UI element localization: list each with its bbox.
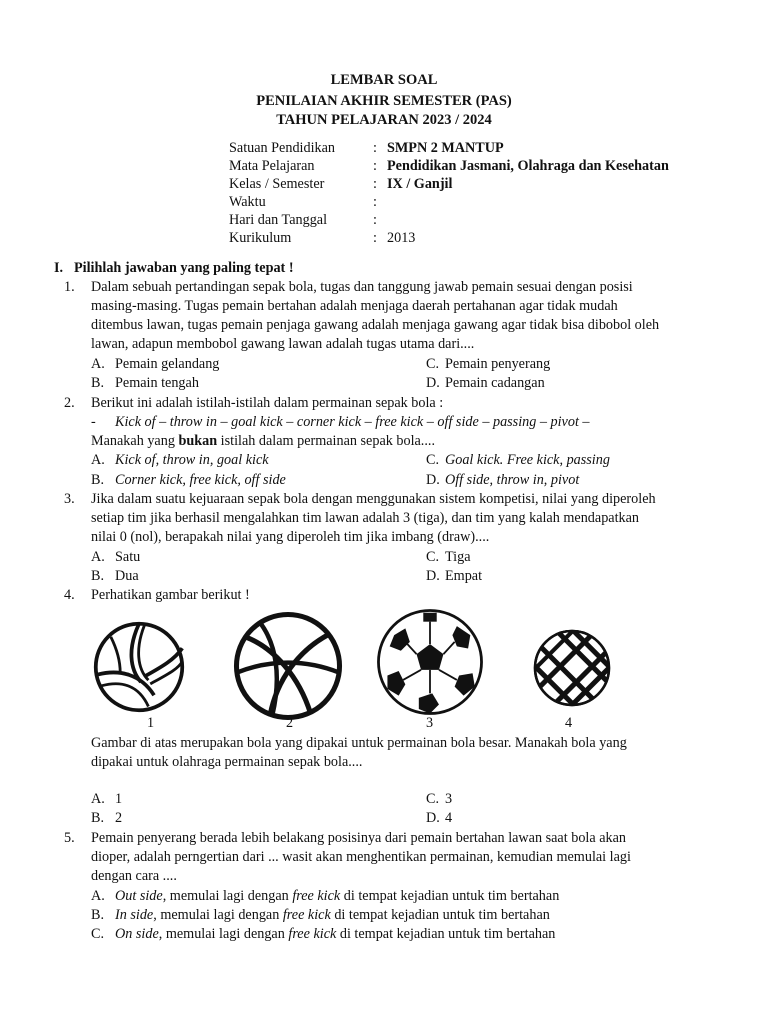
option-letter: C. (426, 452, 440, 468)
option-c (115, 925, 555, 944)
info-colon: : (373, 230, 377, 246)
option-letter: A. (91, 356, 105, 372)
option-letter: A. (91, 452, 105, 468)
info-label: Mata Pelajaran (229, 158, 315, 174)
question-text: ditembus lawan, tugas pemain penjaga gawang adalah menjaga gawang agar tidak bisa dibobol oleh (91, 317, 660, 333)
option-letter: D. (426, 472, 440, 488)
terms-dash: - (91, 414, 96, 430)
option-letter: A. (91, 888, 105, 904)
option-b: Dua (115, 568, 139, 584)
option-a: Kick of, throw in, goal kick (115, 452, 269, 468)
option-term: On side (115, 926, 159, 942)
question-text-bold: bukan (178, 433, 218, 449)
option-a: 1 (115, 791, 123, 807)
header-year: TAHUN PELAJARAN 2023 / 2024 (276, 112, 492, 128)
section-number: I. (54, 260, 64, 276)
option-term: In side (115, 907, 154, 923)
option-b: 2 (115, 810, 123, 826)
option-a: Satu (115, 549, 141, 565)
question-text: nilai 0 (nol), berapakah nilai yang diperoleh tim jika imbang (draw).... (91, 529, 490, 545)
option-letter: B. (91, 472, 105, 488)
option-letter: D. (426, 568, 440, 584)
info-label: Kurikulum (229, 230, 292, 246)
info-value: IX / Ganjil (387, 176, 453, 192)
info-colon: : (373, 194, 377, 210)
question-text: Berikut ini adalah istilah-istilah dalam permainan sepak bola : (91, 395, 444, 411)
option-letter: B. (91, 810, 105, 826)
question-number: 2. (64, 395, 75, 411)
option-tail: di tempat kejadian untuk tim bertahan (336, 926, 556, 942)
option-b: Corner kick, free kick, off side (115, 472, 286, 488)
info-colon: : (373, 176, 377, 192)
option-c: Pemain penyerang (445, 356, 551, 372)
question-text-pre: Manakah yang (91, 433, 179, 449)
option-letter: B. (91, 375, 105, 391)
ball-label-2: 2 (286, 715, 294, 731)
question-text: dioper, adalah perngertian dari ... wasit akan menghentikan permainan, kemudian memulai lagi (91, 849, 631, 865)
option-d: Empat (445, 568, 483, 584)
option-a (115, 887, 559, 906)
option-c: Goal kick. Free kick, passing (445, 452, 610, 468)
info-label: Hari dan Tanggal (229, 212, 328, 228)
option-mid: , memulai lagi dengan (162, 888, 293, 904)
question-text: Perhatikan gambar berikut ! (91, 587, 250, 603)
option-d: Off side, throw in, pivot (445, 472, 580, 488)
header-title: LEMBAR SOAL (330, 72, 438, 88)
ball-label-1: 1 (147, 715, 155, 731)
question-text: Pemain penyerang berada lebih belakang posisinya dari pemain bertahan lawan saat bola akan (91, 830, 626, 846)
option-mid: , memulai lagi dengan (158, 926, 289, 942)
soccer-ball-icon (374, 606, 486, 718)
option-term2: free kick (292, 888, 341, 904)
question-text: lawan, adapun membobol gawang lawan adalah tugas utama dari.... (91, 336, 475, 352)
option-letter: D. (426, 375, 440, 391)
info-value: 2013 (387, 230, 416, 246)
question-number: 5. (64, 830, 75, 846)
ball-label-4: 4 (565, 715, 573, 731)
ball-label-3: 3 (426, 715, 434, 731)
option-term: Out side (115, 888, 163, 904)
section-title: Pilihlah jawaban yang paling tepat ! (74, 260, 294, 276)
option-d: 4 (445, 810, 453, 826)
option-letter: B. (91, 907, 105, 923)
option-letter: B. (91, 568, 105, 584)
question-text: setiap tim jika berhasil mengalahkan tim lawan adalah 3 (tiga), dan tim yang kalah mendapatkan (91, 510, 640, 526)
option-letter: A. (91, 791, 105, 807)
option-letter: C. (426, 356, 440, 372)
question-number: 4. (64, 587, 75, 603)
option-letter: C. (426, 791, 440, 807)
info-value: SMPN 2 MANTUP (387, 140, 504, 156)
question-text: Gambar di atas merupakan bola yang dipakai untuk permainan bola besar. Manakah bola yang (91, 735, 627, 751)
info-value: Pendidikan Jasmani, Olahraga dan Kesehatan (387, 158, 669, 174)
option-tail: di tempat kejadian untuk tim bertahan (340, 888, 560, 904)
option-letter: C. (426, 549, 440, 565)
option-term2: free kick (282, 907, 331, 923)
option-letter: A. (91, 549, 105, 565)
option-tail: di tempat kejadian untuk tim bertahan (330, 907, 550, 923)
question-text: dipakai untuk olahraga permainan sepak bola.... (91, 754, 363, 770)
question-text-post: istilah dalam permainan sepak bola.... (217, 433, 435, 449)
option-a: Pemain gelandang (115, 356, 220, 372)
header-subtitle: PENILAIAN AKHIR SEMESTER (PAS) (256, 93, 512, 109)
info-label: Waktu (229, 194, 266, 210)
question-text: Dalam sebuah pertandingan sepak bola, tugas dan tanggung jawab pemain sesuai dengan posisi (91, 279, 633, 295)
option-term2: free kick (288, 926, 337, 942)
question-number: 1. (64, 279, 75, 295)
info-colon: : (373, 212, 377, 228)
question-text: dengan cara .... (91, 868, 177, 884)
option-d: Pemain cadangan (445, 375, 545, 391)
option-c: Tiga (445, 549, 471, 565)
sepak-takraw-ball-icon (530, 626, 614, 710)
basketball-icon (232, 610, 344, 722)
question-text (91, 432, 435, 451)
question-text: masing-masing. Tugas pemain bertahan adalah menjaga daerah pertahanan agar tidak mudah (91, 298, 618, 314)
option-mid: , memulai lagi dengan (153, 907, 283, 923)
info-label: Satuan Pendidikan (229, 140, 335, 156)
info-label: Kelas / Semester (229, 176, 325, 192)
question-text: Jika dalam suatu kejuaraan sepak bola dengan menggunakan sistem kompetisi, nilai yang diperoleh (91, 491, 656, 507)
option-letter: C. (91, 926, 105, 942)
info-colon: : (373, 140, 377, 156)
option-b: Pemain tengah (115, 375, 199, 391)
question-number: 3. (64, 491, 75, 507)
volleyball-icon (92, 620, 186, 714)
terms-list: Kick of – throw in – goal kick – corner kick – free kick – off side – passing – pivot – (115, 414, 590, 430)
option-c: 3 (445, 791, 453, 807)
option-b (115, 906, 550, 925)
option-letter: D. (426, 810, 440, 826)
info-colon: : (373, 158, 377, 174)
